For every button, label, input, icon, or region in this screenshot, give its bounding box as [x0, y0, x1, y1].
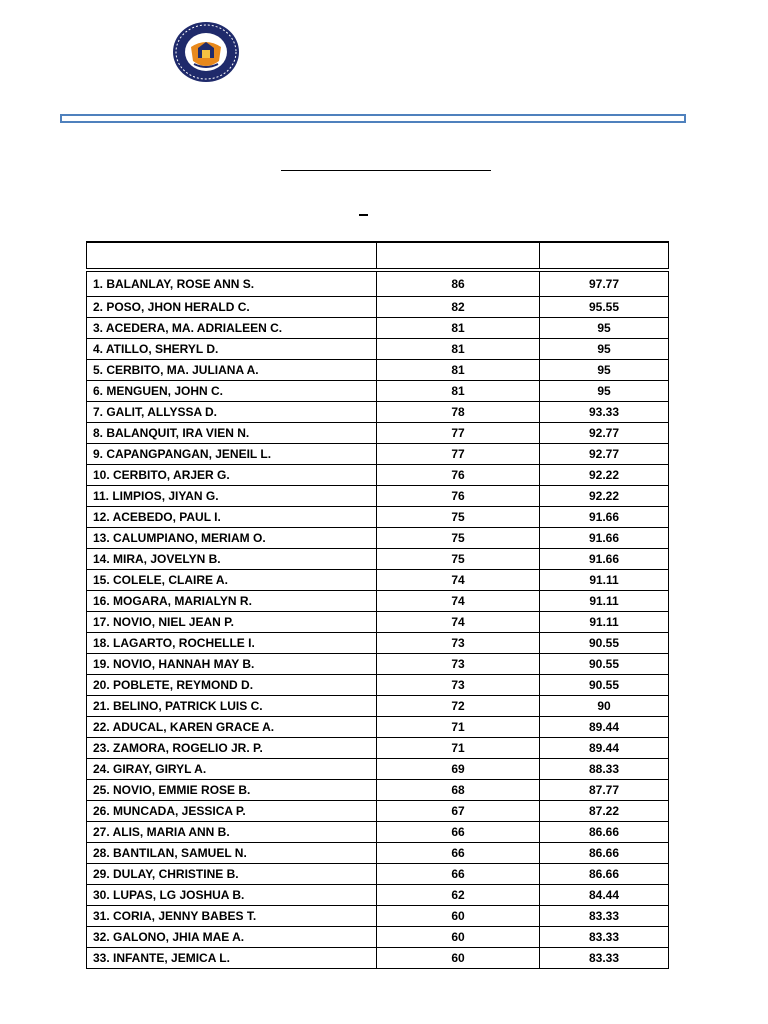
table-row [87, 843, 669, 864]
score-cell: 60 [377, 906, 540, 927]
rating-cell: 97.77 [540, 270, 669, 297]
table-header-row [87, 242, 669, 270]
rating-cell: 91.66 [540, 549, 669, 570]
table-row [87, 402, 669, 423]
table-row [87, 270, 669, 297]
score-cell: 77 [377, 423, 540, 444]
rating-cell: 87.22 [540, 801, 669, 822]
name-cell: 6. MENGUEN, JOHN C. [87, 381, 377, 402]
title-underline [281, 170, 491, 171]
table-row [87, 864, 669, 885]
table-row [87, 423, 669, 444]
table-row [87, 570, 669, 591]
score-cell: 69 [377, 759, 540, 780]
rating-cell: 83.33 [540, 927, 669, 948]
name-cell: 21. BELINO, PATRICK LUIS C. [87, 696, 377, 717]
name-cell: 20. POBLETE, REYMOND D. [87, 675, 377, 696]
name-cell: 7. GALIT, ALLYSSA D. [87, 402, 377, 423]
rating-cell: 91.11 [540, 612, 669, 633]
name-cell: 3. ACEDERA, MA. ADRIALEEN C. [87, 318, 377, 339]
rating-cell: 86.66 [540, 822, 669, 843]
score-cell: 74 [377, 570, 540, 591]
name-cell: 17. NOVIO, NIEL JEAN P. [87, 612, 377, 633]
name-cell: 28. BANTILAN, SAMUEL N. [87, 843, 377, 864]
rating-cell: 86.66 [540, 864, 669, 885]
table-row [87, 465, 669, 486]
table-row [87, 444, 669, 465]
rating-cell: 95 [540, 339, 669, 360]
rating-cell: 91.66 [540, 507, 669, 528]
score-cell: 75 [377, 528, 540, 549]
name-cell: 4. ATILLO, SHERYL D. [87, 339, 377, 360]
score-cell: 75 [377, 549, 540, 570]
score-cell: 73 [377, 654, 540, 675]
table-row [87, 633, 669, 654]
name-cell: 9. CAPANGPANGAN, JENEIL L. [87, 444, 377, 465]
name-cell: 1. BALANLAY, ROSE ANN S. [87, 270, 377, 297]
rating-cell: 95 [540, 360, 669, 381]
table-row [87, 360, 669, 381]
rating-cell: 92.22 [540, 486, 669, 507]
name-cell: 14. MIRA, JOVELYN B. [87, 549, 377, 570]
name-cell: 27. ALIS, MARIA ANN B. [87, 822, 377, 843]
table-row [87, 822, 669, 843]
header-score-cell [377, 242, 540, 270]
rating-cell: 83.33 [540, 948, 669, 969]
rating-cell: 84.44 [540, 885, 669, 906]
name-cell: 13. CALUMPIANO, MERIAM O. [87, 528, 377, 549]
score-cell: 81 [377, 318, 540, 339]
name-cell: 10. CERBITO, ARJER G. [87, 465, 377, 486]
table-row [87, 591, 669, 612]
name-cell: 23. ZAMORA, ROGELIO JR. P. [87, 738, 377, 759]
header-rating-cell [540, 242, 669, 270]
rating-cell: 91.11 [540, 570, 669, 591]
rating-cell: 92.77 [540, 444, 669, 465]
results-table [86, 241, 669, 969]
rating-cell: 93.33 [540, 402, 669, 423]
name-cell: 33. INFANTE, JEMICA L. [87, 948, 377, 969]
score-cell: 74 [377, 591, 540, 612]
score-cell: 66 [377, 843, 540, 864]
table-row [87, 675, 669, 696]
table-row [87, 486, 669, 507]
table-row [87, 759, 669, 780]
rating-cell: 91.66 [540, 528, 669, 549]
score-cell: 60 [377, 927, 540, 948]
score-cell: 75 [377, 507, 540, 528]
table-row [87, 507, 669, 528]
score-cell: 76 [377, 465, 540, 486]
table-row [87, 381, 669, 402]
table-row [87, 927, 669, 948]
score-cell: 72 [377, 696, 540, 717]
table-row [87, 612, 669, 633]
rating-cell: 92.77 [540, 423, 669, 444]
score-cell: 81 [377, 360, 540, 381]
name-cell: 16. MOGARA, MARIALYN R. [87, 591, 377, 612]
name-cell: 11. LIMPIOS, JIYAN G. [87, 486, 377, 507]
table-row [87, 738, 669, 759]
score-cell: 71 [377, 738, 540, 759]
name-cell: 30. LUPAS, LG JOSHUA B. [87, 885, 377, 906]
name-cell: 18. LAGARTO, ROCHELLE I. [87, 633, 377, 654]
table-row [87, 948, 669, 969]
table-row [87, 717, 669, 738]
table-row [87, 780, 669, 801]
name-cell: 12. ACEBEDO, PAUL I. [87, 507, 377, 528]
score-cell: 73 [377, 633, 540, 654]
rating-cell: 83.33 [540, 906, 669, 927]
name-cell: 25. NOVIO, EMMIE ROSE B. [87, 780, 377, 801]
name-cell: 5. CERBITO, MA. JULIANA A. [87, 360, 377, 381]
header-rule [60, 114, 686, 123]
name-cell: 2. POSO, JHON HERALD C. [87, 297, 377, 318]
table-row [87, 339, 669, 360]
table-row [87, 885, 669, 906]
university-seal-icon [172, 21, 240, 83]
table-row [87, 696, 669, 717]
score-cell: 76 [377, 486, 540, 507]
score-cell: 86 [377, 270, 540, 297]
table-row [87, 318, 669, 339]
rating-cell: 95 [540, 318, 669, 339]
rating-cell: 95 [540, 381, 669, 402]
score-cell: 74 [377, 612, 540, 633]
score-cell: 82 [377, 297, 540, 318]
table-row [87, 297, 669, 318]
score-cell: 78 [377, 402, 540, 423]
rating-cell: 95.55 [540, 297, 669, 318]
name-cell: 8. BALANQUIT, IRA VIEN N. [87, 423, 377, 444]
score-cell: 68 [377, 780, 540, 801]
rating-cell: 89.44 [540, 717, 669, 738]
score-cell: 81 [377, 381, 540, 402]
score-cell: 71 [377, 717, 540, 738]
rating-cell: 88.33 [540, 759, 669, 780]
name-cell: 24. GIRAY, GIRYL A. [87, 759, 377, 780]
name-cell: 29. DULAY, CHRISTINE B. [87, 864, 377, 885]
score-cell: 60 [377, 948, 540, 969]
rating-cell: 90.55 [540, 633, 669, 654]
name-cell: 19. NOVIO, HANNAH MAY B. [87, 654, 377, 675]
score-cell: 66 [377, 822, 540, 843]
rating-cell: 90.55 [540, 675, 669, 696]
name-cell: 22. ADUCAL, KAREN GRACE A. [87, 717, 377, 738]
rating-cell: 91.11 [540, 591, 669, 612]
table-row [87, 549, 669, 570]
name-cell: 32. GALONO, JHIA MAE A. [87, 927, 377, 948]
rating-cell: 92.22 [540, 465, 669, 486]
rating-cell: 89.44 [540, 738, 669, 759]
score-cell: 62 [377, 885, 540, 906]
rating-cell: 87.77 [540, 780, 669, 801]
rating-cell: 90.55 [540, 654, 669, 675]
score-cell: 77 [377, 444, 540, 465]
score-cell: 67 [377, 801, 540, 822]
subtitle-dash [359, 214, 368, 216]
table-row [87, 906, 669, 927]
table-row [87, 801, 669, 822]
name-cell: 15. COLELE, CLAIRE A. [87, 570, 377, 591]
name-cell: 26. MUNCADA, JESSICA P. [87, 801, 377, 822]
table-row [87, 654, 669, 675]
score-cell: 73 [377, 675, 540, 696]
name-cell: 31. CORIA, JENNY BABES T. [87, 906, 377, 927]
rating-cell: 90 [540, 696, 669, 717]
header-name-cell [87, 242, 377, 270]
table-row [87, 528, 669, 549]
rating-cell: 86.66 [540, 843, 669, 864]
score-cell: 81 [377, 339, 540, 360]
score-cell: 66 [377, 864, 540, 885]
